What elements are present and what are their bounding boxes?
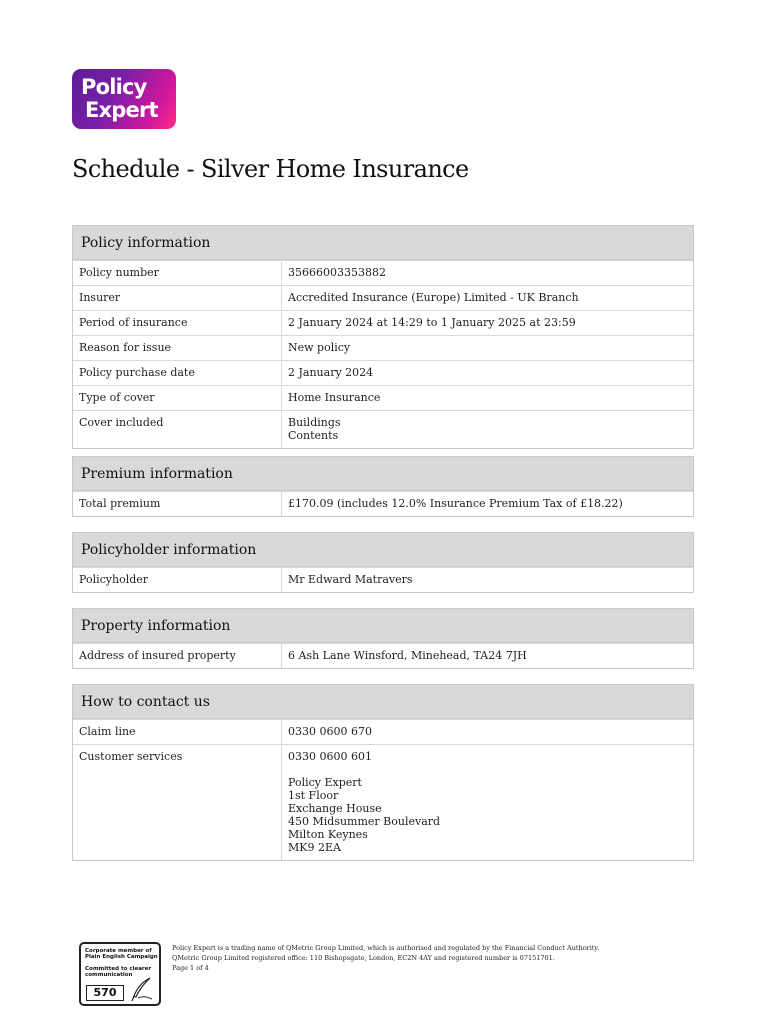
table-row (73, 491, 693, 516)
contact-section (72, 684, 694, 861)
legal-line-2: QMetric Group Limited registered office: 110 Bishopsgate, London, EC2N 4AY and registered number is 07151701. (172, 954, 555, 962)
row-label: Policy number (73, 261, 282, 285)
badge-member-number: 570 (86, 985, 124, 1001)
premium-information-section (72, 456, 694, 517)
table-row (73, 385, 693, 410)
row-value: 0330 0600 601 Policy Expert 1st Floor Exchange House 450 Midsummer Boulevard Milton Keynes MK9 2EA (288, 750, 441, 854)
policyholder-information-section (72, 532, 694, 593)
logo-line1: Policy (81, 75, 147, 99)
badge-membership-text: Corporate member of Plain English Campaign (85, 948, 158, 960)
row-label: Reason for issue (73, 336, 282, 360)
section-heading: Policyholder information (73, 533, 693, 567)
row-value: New policy (288, 341, 351, 354)
row-value: Accredited Insurance (Europe) Limited - UK Branch (288, 291, 579, 304)
property-information-section (72, 608, 694, 669)
row-label: Policy purchase date (73, 361, 282, 385)
table-row (73, 335, 693, 360)
row-label: Period of insurance (73, 311, 282, 335)
row-value: Mr Edward Matravers (288, 573, 413, 586)
row-value: Home Insurance (288, 391, 381, 404)
row-label: Insurer (73, 286, 282, 310)
footer-legal-text (172, 943, 672, 973)
row-label: Total premium (73, 492, 282, 516)
row-label: Policyholder (73, 568, 282, 592)
table-row (73, 260, 693, 285)
section-heading: Premium information (73, 457, 693, 491)
page-number: Page 1 of 4 (172, 964, 209, 972)
page-title: Schedule - Silver Home Insurance (72, 155, 469, 183)
row-value: 2 January 2024 at 14:29 to 1 January 2025 at 23:59 (288, 316, 576, 329)
plain-english-campaign-badge (79, 942, 161, 1006)
table-row (73, 310, 693, 335)
table-row (73, 410, 693, 448)
legal-line-1: Policy Expert is a trading name of QMetric Group Limited, which is authorised and regulated by the Financial Conduct Authority. (172, 944, 600, 952)
policy-information-section (72, 225, 694, 449)
row-value: 0330 0600 670 (288, 725, 372, 738)
table-row (73, 360, 693, 385)
policy-expert-logo (72, 69, 176, 129)
logo-line2: Expert (85, 98, 158, 122)
row-value: Buildings Contents (288, 416, 341, 442)
section-heading: How to contact us (73, 685, 693, 719)
section-heading: Policy information (73, 226, 693, 260)
row-label: Cover included (73, 411, 282, 448)
row-value: £170.09 (includes 12.0% Insurance Premium Tax of £18.22) (288, 497, 623, 510)
row-label: Claim line (73, 720, 282, 744)
row-value: 2 January 2024 (288, 366, 374, 379)
row-label: Type of cover (73, 386, 282, 410)
table-row (73, 744, 693, 860)
row-label: Customer services (73, 745, 282, 860)
table-row (73, 643, 693, 668)
table-row (73, 719, 693, 744)
badge-commitment-text: Committed to clearer communication (85, 966, 152, 978)
row-value: 6 Ash Lane Winsford, Minehead, TA24 7JH (288, 649, 527, 662)
row-label: Address of insured property (73, 644, 282, 668)
section-heading: Property information (73, 609, 693, 643)
row-value: 35666003353882 (288, 266, 386, 279)
quill-icon (128, 976, 156, 1002)
table-row (73, 567, 693, 592)
table-row (73, 285, 693, 310)
